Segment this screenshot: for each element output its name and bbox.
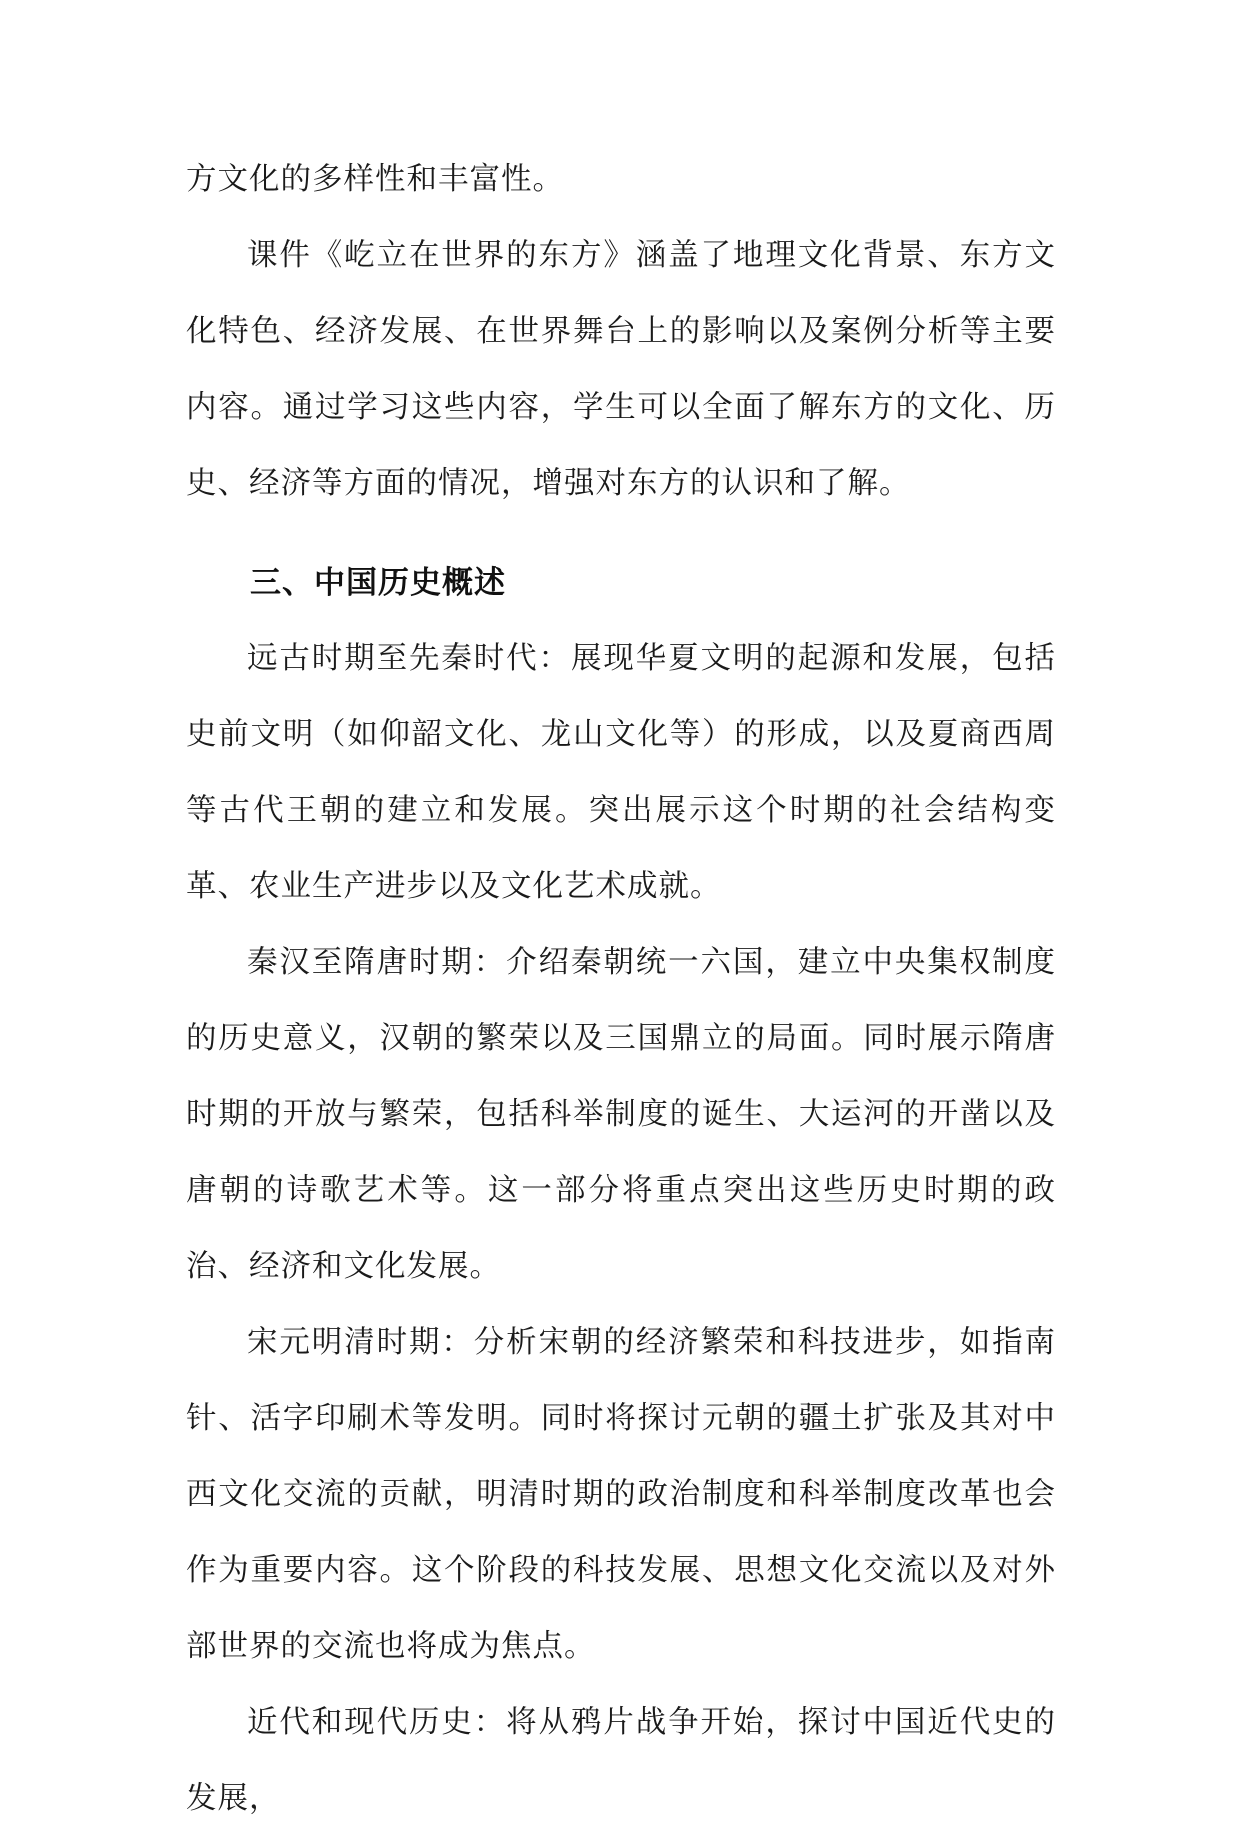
section-heading: 三、中国历史概述: [250, 565, 506, 601]
paragraph-song-yuan-ming-qing: 宋元明清时期：分析宋朝的经济繁荣和科技进步，如指南针、活字印刷术等发明。同时将探讨元朝的疆土扩张及其对中西文化交流的贡献，明清时期的政治制度和科举制度改革也会作为重要内容。这个阶段的科技发展、思想文化交流以及对外部世界的交流也将成为焦点。: [186, 1325, 1056, 1664]
paragraph-courseware-summary: 课件《屹立在世界的东方》涵盖了地理文化背景、东方文化特色、经济发展、在世界舞台上的影响以及案例分析等主要内容。通过学习这些内容，学生可以全面了解东方的文化、历史、经济等方面的情况，增强对东方的认识和了解。: [186, 238, 1056, 501]
paragraph-continuation: 方文化的多样性和丰富性。: [186, 162, 564, 197]
paragraph-qin-han-sui-tang: 秦汉至隋唐时期：介绍秦朝统一六国，建立中央集权制度的历史意义，汉朝的繁荣以及三国鼎立的局面。同时展示隋唐时期的开放与繁荣，包括科举制度的诞生、大运河的开凿以及唐朝的诗歌艺术等。这一部分将重点突出这些历史时期的政治、经济和文化发展。: [186, 945, 1056, 1284]
document-body: [186, 142, 1056, 1837]
paragraph-ancient-period: 远古时期至先秦时代：展现华夏文明的起源和发展，包括史前文明（如仰韶文化、龙山文化等）的形成，以及夏商西周等古代王朝的建立和发展。突出展示这个时期的社会结构变革、农业生产进步以及文化艺术成就。: [186, 641, 1056, 904]
paragraph-modern-history: 近代和现代历史：将从鸦片战争开始，探讨中国近代史的发展，: [186, 1705, 1056, 1816]
